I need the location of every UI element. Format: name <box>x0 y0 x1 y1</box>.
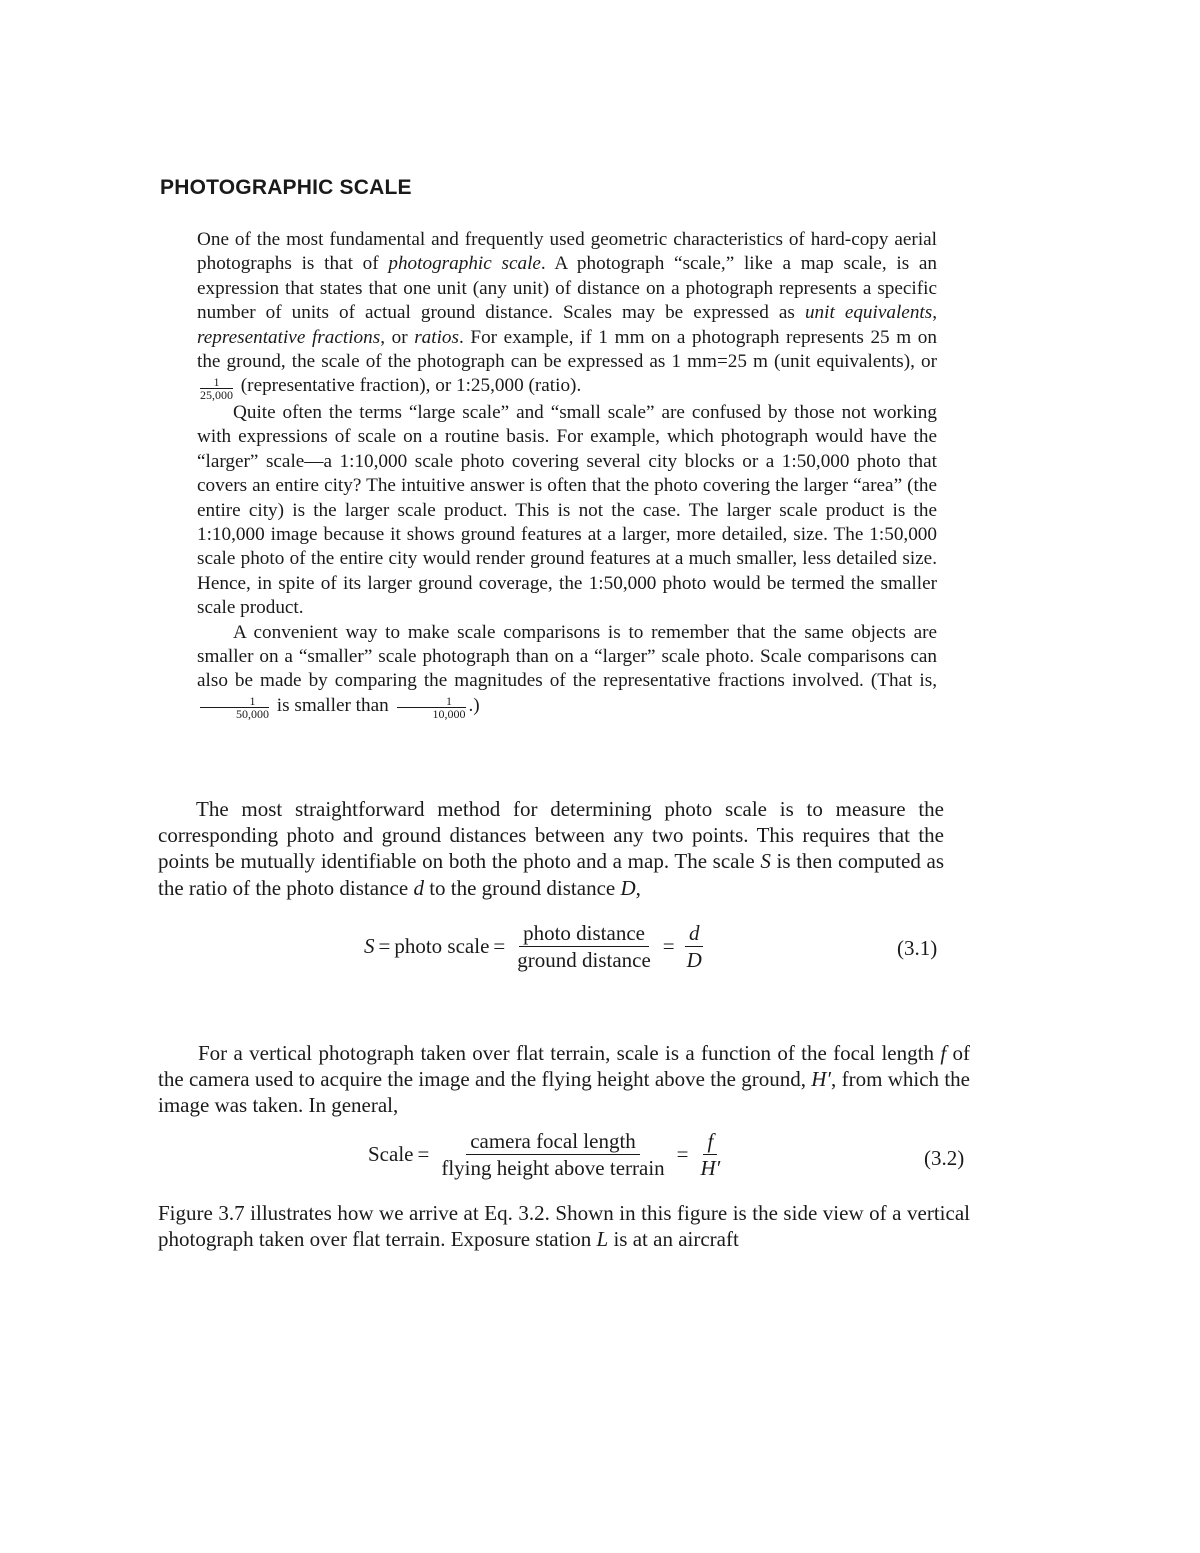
inline-fraction: $\frac{1}{25,000}$ <box>200 374 233 402</box>
body-paragraph-1: The most straightforward method for determining photo scale is to measure the corresponding photo and ground distances between any two points. This requires that the points be mutually identifiable on both the photo and a map. The scale S is then computed as the ratio of the photo distance d to the ground distance D, <box>158 797 945 900</box>
body-paragraph-2: For a vertical photograph taken over flat terrain, scale is a function of the focal length f of the camera used to acquire the image and the flying height above the ground, H′, from which the image was taken. In general, <box>158 1041 970 1118</box>
equation-fraction: $\frac{\text{camera focal length}}{\text{flying height above terrain}}$ <box>441 1129 665 1180</box>
inline-fraction: $\frac{1}{50,000}$ <box>200 695 269 720</box>
equation-fraction: $\frac{\text{photo distance}}{\text{ground distance}}$ <box>517 921 651 972</box>
equation-number: (3.1) <box>897 936 938 960</box>
inline-fraction: $\frac{1}{10,000}$ <box>397 695 466 720</box>
equation-fraction: $\frac{d}{D}$ <box>686 921 702 972</box>
box-paragraph-3: A convenient way to make scale comparisons is to remember that the same objects are smaller on a “smaller” scale photograph than on a “larger” scale photo. Scale comparisons can also be made by comparing the magnitudes of the representative fractions involved. (That is, $\frac{1}{50,000}$ is smaller than $\frac{1}{10,000}$ .) <box>197 621 937 722</box>
box-paragraph-1: One of the most fundamental and frequently used geometric characteristics of hard-copy aerial photographs is that of photographic scale. A photograph “scale,” like a map scale, is an expression that states that one unit (any unit) of distance on a photograph represents a specific number of units of actual ground distance. Scales may be expressed as unit equivalents, representative fractions, or ratios. For example, if 1 mm on a photograph represents 25 m on the ground, the scale of the photograph can be expressed as 1 mm=25 m (unit equivalents), or $\frac{1}{25,000}$ (representative fraction), or 1:25,000 (ratio). <box>197 229 938 402</box>
sidebar-box <box>197 228 937 720</box>
equation-3-2: Scale = $\frac{\text{camera focal length}}{\text{flying height above terrain}}$ = $\frac{f}{H'}$ <box>368 1128 728 1181</box>
equation-3-1: S = photo scale = $\frac{\text{photo distance}}{\text{ground distance}}$ = $\frac{d}{D}$ <box>364 920 710 973</box>
box-paragraph-2: Quite often the terms “large scale” and “small scale” are confused by those not working with expressions of scale on a routine basis. For example, which photograph would have the “larger” scale—a 1:10,000 scale photo covering several city blocks or a 1:50,000 photo that covers an entire city? The intuitive answer is often that the photo covering the larger “area” (the entire city) is the larger scale product. This is not the case. The larger scale product is the 1:10,000 image because it shows ground features at a larger, more detailed, size. The 1:50,000 scale photo of the entire city would render ground features at a much smaller, less detailed size. Hence, in spite of its larger ground coverage, the 1:50,000 photo would be termed the smaller scale product. <box>197 401 937 619</box>
section-heading: PHOTOGRAPHIC SCALE <box>160 176 412 199</box>
body-paragraph-3: Figure 3.7 illustrates how we arrive at Eq. 3.2. Shown in this figure is the side view of a vertical photograph taken over flat terrain. Exposure station L is at an aircraft <box>158 1201 970 1252</box>
equation-fraction: $\frac{f}{H'}$ <box>700 1129 721 1180</box>
equation-number: (3.2) <box>924 1146 965 1170</box>
